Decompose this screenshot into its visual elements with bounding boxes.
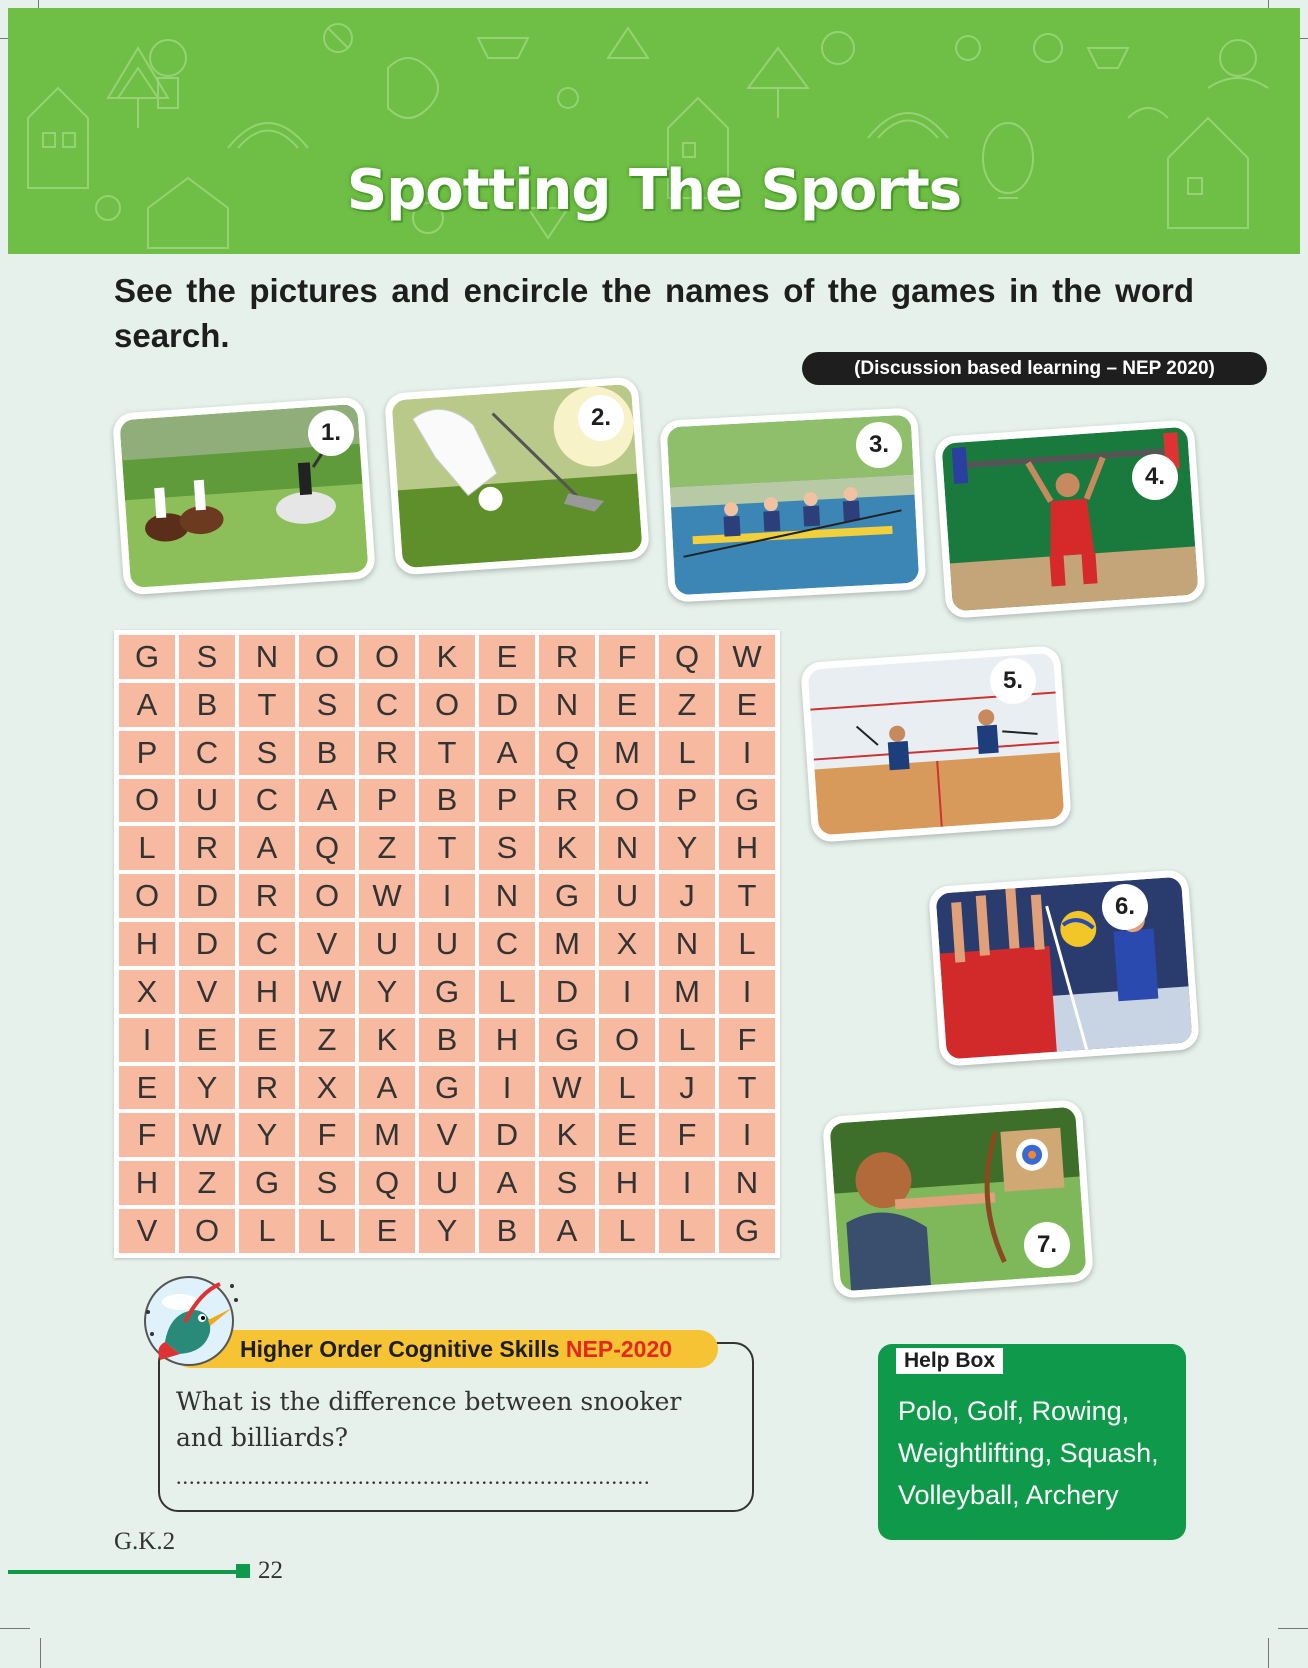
photo-number: 7. [1024, 1222, 1070, 1268]
grid-letter[interactable]: S [539, 1161, 595, 1205]
grid-letter[interactable]: F [299, 1113, 355, 1157]
grid-letter[interactable]: V [179, 970, 235, 1014]
grid-letter[interactable]: Z [359, 826, 415, 870]
photo-number: 2. [578, 395, 624, 441]
grid-letter[interactable]: N [239, 635, 295, 679]
grid-letter[interactable]: M [599, 731, 655, 775]
discussion-badge: (Discussion based learning – NEP 2020) [802, 352, 1267, 385]
grid-letter[interactable]: T [239, 683, 295, 727]
grid-letter[interactable]: H [119, 922, 175, 966]
grid-letter[interactable]: I [599, 970, 655, 1014]
grid-letter[interactable]: Q [359, 1161, 415, 1205]
grid-letter[interactable]: H [239, 970, 295, 1014]
grid-letter[interactable]: L [239, 1209, 295, 1253]
grid-letter[interactable]: K [539, 826, 595, 870]
grid-letter[interactable]: D [539, 970, 595, 1014]
grid-letter[interactable]: A [299, 779, 355, 823]
grid-letter[interactable]: H [719, 826, 775, 870]
archery-photo [822, 1099, 1094, 1299]
grid-letter[interactable]: S [299, 683, 355, 727]
grid-letter[interactable]: K [419, 635, 475, 679]
grid-letter[interactable]: K [539, 1113, 595, 1157]
grid-letter[interactable]: R [539, 779, 595, 823]
grid-letter[interactable]: O [599, 1018, 655, 1062]
grid-letter[interactable]: S [179, 635, 235, 679]
grid-letter[interactable]: O [179, 1209, 235, 1253]
word-search-grid [114, 630, 780, 1258]
grid-letter[interactable]: R [239, 1066, 295, 1110]
grid-letter[interactable]: I [119, 1018, 175, 1062]
grid-letter[interactable]: S [479, 826, 535, 870]
grid-letter[interactable]: I [659, 1161, 715, 1205]
grid-letter[interactable]: E [719, 683, 775, 727]
grid-letter[interactable]: E [359, 1209, 415, 1253]
grid-letter[interactable]: O [299, 874, 355, 918]
grid-letter[interactable]: B [419, 779, 475, 823]
footer-square-icon [236, 1564, 250, 1578]
grid-letter[interactable]: H [599, 1161, 655, 1205]
grid-letter[interactable]: Q [659, 635, 715, 679]
grid-letter[interactable]: B [479, 1209, 535, 1253]
grid-letter[interactable]: O [599, 779, 655, 823]
grid-letter[interactable]: Q [299, 826, 355, 870]
grid-letter[interactable]: J [659, 874, 715, 918]
grid-letter[interactable]: G [419, 1066, 475, 1110]
book-code: G.K.2 [114, 1528, 176, 1555]
grid-letter[interactable]: J [659, 1066, 715, 1110]
grid-letter[interactable]: U [419, 1161, 475, 1205]
grid-letter[interactable]: W [359, 874, 415, 918]
grid-letter[interactable]: X [599, 922, 655, 966]
crop-mark [0, 1628, 30, 1629]
grid-letter[interactable]: V [299, 922, 355, 966]
grid-letter[interactable]: U [599, 874, 655, 918]
grid-letter[interactable]: H [119, 1161, 175, 1205]
grid-letter[interactable]: V [419, 1113, 475, 1157]
grid-letter[interactable]: F [659, 1113, 715, 1157]
grid-letter[interactable]: U [179, 779, 235, 823]
grid-letter[interactable]: Y [659, 826, 715, 870]
grid-letter[interactable]: U [419, 922, 475, 966]
grid-letter[interactable]: A [479, 1161, 535, 1205]
grid-letter[interactable]: P [119, 731, 175, 775]
grid-letter[interactable]: X [119, 970, 175, 1014]
grid-letter[interactable]: A [359, 1066, 415, 1110]
grid-letter[interactable]: G [539, 874, 595, 918]
grid-letter[interactable]: Z [659, 683, 715, 727]
grid-letter[interactable]: E [599, 1113, 655, 1157]
instruction-text: See the pictures and encircle the names of the games in the word search. [114, 272, 1194, 354]
hocs-label [240, 1330, 672, 1368]
grid-letter[interactable]: D [479, 1113, 535, 1157]
grid-letter[interactable]: L [659, 731, 715, 775]
nep-label: NEP-2020 [565, 1336, 673, 1362]
grid-letter[interactable]: I [419, 874, 475, 918]
grid-letter[interactable]: B [419, 1018, 475, 1062]
grid-letter[interactable]: S [239, 731, 295, 775]
hocs-banner [172, 1330, 718, 1368]
photo-number: 6. [1102, 884, 1148, 930]
grid-letter[interactable]: O [359, 635, 415, 679]
grid-letter[interactable]: Q [539, 731, 595, 775]
help-box [878, 1344, 1186, 1540]
grid-letter[interactable]: C [239, 779, 295, 823]
hocs-question: What is the difference between snooker and billiards? [176, 1387, 682, 1452]
photo-number: 5. [990, 658, 1036, 704]
grid-letter[interactable]: N [539, 683, 595, 727]
grid-letter[interactable]: R [179, 826, 235, 870]
grid-letter[interactable]: F [119, 1113, 175, 1157]
crop-mark [1278, 1628, 1308, 1629]
page-title: Spotting The Sports [346, 158, 962, 223]
grid-letter[interactable]: I [719, 1113, 775, 1157]
grid-letter[interactable]: G [419, 970, 475, 1014]
answer-line: ......................................................................... [176, 1464, 651, 1489]
grid-letter[interactable]: L [659, 1018, 715, 1062]
page-header [8, 8, 1300, 254]
grid-letter[interactable]: D [179, 874, 235, 918]
grid-letter[interactable]: L [599, 1066, 655, 1110]
grid-letter[interactable]: G [719, 1209, 775, 1253]
grid-letter[interactable]: A [239, 826, 295, 870]
grid-letter[interactable]: E [479, 635, 535, 679]
grid-letter[interactable]: W [539, 1066, 595, 1110]
grid-letter[interactable]: Y [179, 1066, 235, 1110]
photo-number: 3. [856, 422, 902, 468]
grid-letter[interactable]: N [719, 1161, 775, 1205]
grid-letter[interactable]: X [299, 1066, 355, 1110]
grid-letter[interactable]: Y [419, 1209, 475, 1253]
grid-letter[interactable]: B [179, 683, 235, 727]
grid-letter[interactable]: O [299, 635, 355, 679]
grid-letter[interactable]: Y [359, 970, 415, 1014]
grid-letter[interactable]: Z [299, 1018, 355, 1062]
grid-letter[interactable]: P [479, 779, 535, 823]
grid-letter[interactable]: Y [239, 1113, 295, 1157]
grid-letter[interactable]: T [719, 1066, 775, 1110]
grid-letter[interactable]: N [599, 826, 655, 870]
grid-letter[interactable]: K [359, 1018, 415, 1062]
grid-letter[interactable]: M [359, 1113, 415, 1157]
grid-letter[interactable]: L [599, 1209, 655, 1253]
grid-letter[interactable]: L [119, 826, 175, 870]
grid-letter[interactable]: A [539, 1209, 595, 1253]
grid-letter[interactable]: Z [179, 1161, 235, 1205]
grid-letter[interactable]: E [179, 1018, 235, 1062]
grid-letter[interactable]: H [479, 1018, 535, 1062]
grid-letter[interactable]: W [299, 970, 355, 1014]
grid-letter[interactable]: T [419, 826, 475, 870]
grid-letter[interactable]: R [359, 731, 415, 775]
crop-mark [40, 1638, 41, 1668]
grid-letter[interactable]: L [299, 1209, 355, 1253]
grid-letter[interactable]: E [239, 1018, 295, 1062]
grid-letter[interactable]: N [659, 922, 715, 966]
page-number: 22 [258, 1557, 283, 1584]
grid-letter[interactable]: W [719, 635, 775, 679]
weightlifting-photo [934, 419, 1206, 619]
grid-letter[interactable]: B [299, 731, 355, 775]
grid-letter[interactable]: C [239, 922, 295, 966]
grid-letter[interactable]: D [179, 922, 235, 966]
volleyball-photo [928, 869, 1200, 1067]
grid-letter[interactable]: G [719, 779, 775, 823]
grid-letter[interactable]: F [599, 635, 655, 679]
grid-letter[interactable]: D [479, 683, 535, 727]
footer-rule [8, 1570, 246, 1574]
grid-letter[interactable]: A [479, 731, 535, 775]
photo-number: 4. [1132, 454, 1178, 500]
grid-letter[interactable]: L [479, 970, 535, 1014]
grid-letter[interactable]: T [719, 874, 775, 918]
grid-letter[interactable]: E [599, 683, 655, 727]
grid-letter[interactable]: R [239, 874, 295, 918]
grid-letter[interactable]: I [479, 1066, 535, 1110]
grid-letter[interactable]: C [479, 922, 535, 966]
grid-letter[interactable]: W [179, 1113, 235, 1157]
grid-letter[interactable]: O [119, 779, 175, 823]
bird-mascot-icon [140, 1272, 238, 1370]
hocs-title: Higher Order Cognitive Skills [240, 1336, 566, 1362]
grid-letter[interactable]: C [359, 683, 415, 727]
help-box-title: Help Box [896, 1348, 1003, 1374]
photo-number: 1. [308, 410, 354, 456]
grid-letter[interactable]: I [719, 731, 775, 775]
grid-letter[interactable]: L [659, 1209, 715, 1253]
grid-letter[interactable]: U [359, 922, 415, 966]
grid-letter[interactable]: P [659, 779, 715, 823]
grid-letter[interactable]: E [119, 1066, 175, 1110]
grid-letter[interactable]: N [479, 874, 535, 918]
grid-letter[interactable]: A [119, 683, 175, 727]
grid-letter[interactable]: R [539, 635, 595, 679]
grid-letter[interactable]: O [119, 874, 175, 918]
grid-letter[interactable]: C [179, 731, 235, 775]
grid-letter[interactable]: S [299, 1161, 355, 1205]
grid-letter[interactable]: I [719, 970, 775, 1014]
grid-letter[interactable]: M [539, 922, 595, 966]
help-box-words: Polo, Golf, Rowing, Weightlifting, Squash, Volleyball, Archery [898, 1396, 1159, 1510]
crop-mark [1268, 1638, 1269, 1668]
grid-letter[interactable]: G [119, 635, 175, 679]
grid-letter[interactable]: G [539, 1018, 595, 1062]
grid-letter[interactable]: F [719, 1018, 775, 1062]
grid-letter[interactable]: O [419, 683, 475, 727]
grid-letter[interactable]: P [359, 779, 415, 823]
grid-letter[interactable]: L [719, 922, 775, 966]
grid-letter[interactable]: V [119, 1209, 175, 1253]
grid-letter[interactable]: M [659, 970, 715, 1014]
grid-letter[interactable]: T [419, 731, 475, 775]
grid-letter[interactable]: G [239, 1161, 295, 1205]
